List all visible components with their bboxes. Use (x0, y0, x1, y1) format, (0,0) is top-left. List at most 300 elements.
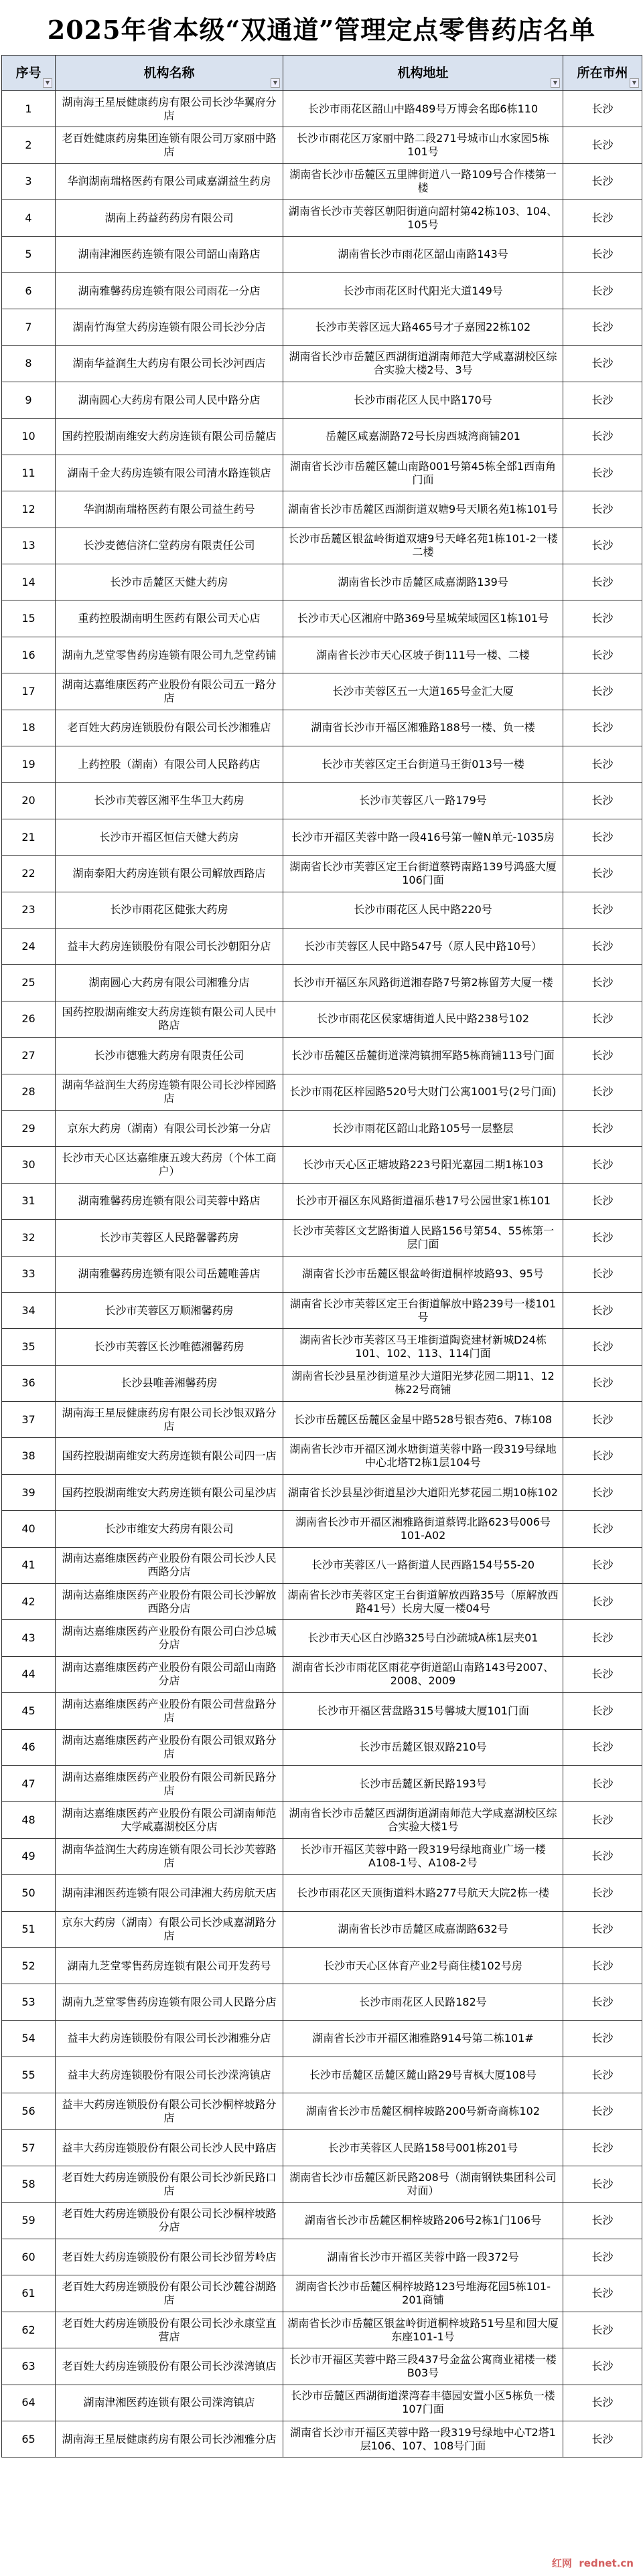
pharmacy-name: 益丰大药房连锁股份有限公司长沙人民中路店 (56, 2129, 283, 2166)
pharmacy-name: 长沙市芙蓉区长沙唯德湘馨药房 (56, 1329, 283, 1365)
row-number: 13 (2, 528, 56, 564)
row-number: 32 (2, 1220, 56, 1256)
pharmacy-address: 湖南省长沙市岳麓区银盆岭街道桐梓坡路93、95号 (283, 1256, 563, 1292)
city-name: 长沙 (563, 272, 642, 309)
row-number: 54 (2, 2020, 56, 2057)
pharmacy-name: 长沙市芙蓉区人民路馨馨药房 (56, 1220, 283, 1256)
row-number: 20 (2, 783, 56, 819)
pharmacy-name: 湖南海王星辰健康药房有限公司长沙银双路分店 (56, 1402, 283, 1438)
city-name: 长沙 (563, 91, 642, 127)
row-number: 11 (2, 455, 56, 491)
city-name: 长沙 (563, 1693, 642, 1729)
pharmacy-name: 国药控股湖南维安大药房连锁有限公司四一店 (56, 1438, 283, 1474)
table-row (2, 600, 642, 637)
row-number: 55 (2, 2057, 56, 2093)
table-row (2, 892, 642, 928)
pharmacy-name: 益丰大药房连锁股份有限公司长沙朝阳分店 (56, 928, 283, 964)
table-row (2, 1984, 642, 2020)
table-row (2, 236, 642, 272)
row-number: 47 (2, 1765, 56, 1801)
table-row (2, 1474, 642, 1510)
city-name: 长沙 (563, 1765, 642, 1801)
table-row (2, 1511, 642, 1547)
pharmacy-address: 湖南省长沙市芙蓉区马王堆街道陶瓷建材新城D24栋101、102、113、114门面 (283, 1329, 563, 1365)
row-number: 31 (2, 1183, 56, 1219)
header-city[interactable]: 所在市州 ▼ (563, 56, 642, 91)
table-row (2, 1802, 642, 1838)
city-name: 长沙 (563, 1474, 642, 1510)
pharmacy-address: 长沙市岳麓区西湖街道溁湾春丰德园安置小区5栋负一楼107门面 (283, 2385, 563, 2421)
filter-dropdown-icon[interactable]: ▼ (630, 78, 639, 88)
pharmacy-name: 湖南达嘉维康医药产业股份有限公司湖南师范大学咸嘉湖校区分店 (56, 1802, 283, 1838)
pharmacy-address: 长沙市芙蓉区定王台街道马王街013号一楼 (283, 746, 563, 783)
pharmacy-address: 湖南省长沙县星沙街道星沙大道阳光梦花园二期10栋102 (283, 1474, 563, 1510)
pharmacy-address: 长沙市雨花区侯家塘街道人民中路238号102 (283, 1001, 563, 1037)
pharmacy-address: 长沙市雨花区时代阳光大道149号 (283, 272, 563, 309)
pharmacy-name: 老百姓大药房连锁股份有限公司长沙桐梓坡路分店 (56, 2202, 283, 2239)
table-row (2, 783, 642, 819)
pharmacy-address: 长沙市雨花区韶山中路489号万博会名邸6栋110 (283, 91, 563, 127)
row-number: 33 (2, 1256, 56, 1292)
table-row (2, 418, 642, 455)
table-row (2, 1947, 642, 1984)
pharmacy-name: 湖南达嘉维康医药产业股份有限公司白沙总城分店 (56, 1620, 283, 1656)
table-row (2, 1147, 642, 1183)
city-name: 长沙 (563, 2020, 642, 2057)
city-name: 长沙 (563, 600, 642, 637)
city-name: 长沙 (563, 892, 642, 928)
pharmacy-address: 长沙市开福区芙蓉中路三段437号金盆公寓商业裙楼一楼B03号 (283, 2348, 563, 2385)
row-number: 16 (2, 637, 56, 673)
row-number: 18 (2, 710, 56, 746)
pharmacy-address: 长沙市岳麓区岳麓区麓山路29号青枫大厦108号 (283, 2057, 563, 2093)
city-name: 长沙 (563, 2093, 642, 2129)
row-number: 12 (2, 491, 56, 528)
filter-dropdown-icon[interactable]: ▼ (551, 78, 560, 88)
row-number: 58 (2, 2166, 56, 2202)
city-name: 长沙 (563, 2057, 642, 2093)
row-number: 41 (2, 1547, 56, 1583)
row-number: 10 (2, 418, 56, 455)
city-name: 长沙 (563, 1001, 642, 1037)
pharmacy-address: 湖南省长沙市岳麓区西湖街道湖南师范大学咸嘉湖校区综合实验大楼2号、3号 (283, 345, 563, 382)
pharmacy-address: 湖南省长沙市岳麓区桐梓坡路200号新奇商栋102 (283, 2093, 563, 2129)
pharmacy-name: 湖南达嘉维康医药产业股份有限公司新民路分店 (56, 1765, 283, 1801)
table-row (2, 382, 642, 418)
city-name: 长沙 (563, 746, 642, 783)
pharmacy-address: 长沙市芙蓉区文艺路街道人民路156号第54、55栋第一层门面 (283, 1220, 563, 1256)
pharmacy-name: 湖南达嘉维康医药产业股份有限公司银双路分店 (56, 1729, 283, 1765)
pharmacy-name: 湖南津湘医药连锁有限公司溁湾镇店 (56, 2385, 283, 2421)
city-name: 长沙 (563, 2129, 642, 2166)
table-row (2, 2093, 642, 2129)
table-row (2, 1620, 642, 1656)
table-row (2, 1838, 642, 1874)
row-number: 62 (2, 2312, 56, 2348)
city-name: 长沙 (563, 1511, 642, 1547)
table-row (2, 2421, 642, 2458)
pharmacy-name: 湖南达嘉维康医药产业股份有限公司韶山南路分店 (56, 1656, 283, 1692)
row-number: 43 (2, 1620, 56, 1656)
pharmacy-name: 国药控股湖南维安大药房连锁有限公司星沙店 (56, 1474, 283, 1510)
table-row (2, 2020, 642, 2057)
table-row (2, 1547, 642, 1583)
table-row (2, 1329, 642, 1365)
table-row (2, 710, 642, 746)
pharmacy-name: 老百姓大药房连锁股份有限公司长沙永康堂直营店 (56, 2312, 283, 2348)
city-name: 长沙 (563, 2385, 642, 2421)
city-name: 长沙 (563, 2275, 642, 2312)
pharmacy-address: 湖南省长沙市芙蓉区定王台街道解放西路35号（原解放西路41号）长房大厦一楼04号 (283, 1584, 563, 1620)
row-number: 48 (2, 1802, 56, 1838)
pharmacy-name: 湖南海王星辰健康药房有限公司长沙湘雅分店 (56, 2421, 283, 2458)
city-name: 长沙 (563, 673, 642, 710)
pharmacy-address: 长沙市雨花区天顶街道料木路277号航天大院2栋一楼 (283, 1875, 563, 1911)
city-name: 长沙 (563, 1984, 642, 2020)
table-row (2, 127, 642, 163)
city-name: 长沙 (563, 1584, 642, 1620)
row-number: 9 (2, 382, 56, 418)
table-row (2, 856, 642, 892)
table-row (2, 673, 642, 710)
pharmacy-address: 湖南省长沙市开福区湘雅路914号第二栋101# (283, 2020, 563, 2057)
city-name: 长沙 (563, 783, 642, 819)
row-number: 65 (2, 2421, 56, 2458)
city-name: 长沙 (563, 856, 642, 892)
city-name: 长沙 (563, 1183, 642, 1219)
city-name: 长沙 (563, 1220, 642, 1256)
pharmacy-name: 湖南千金大药房连锁有限公司清水路连锁店 (56, 455, 283, 491)
pharmacy-address: 长沙市岳麓区岳麓区金星中路528号银杏苑6、7栋108 (283, 1402, 563, 1438)
row-number: 52 (2, 1947, 56, 1984)
pharmacy-address: 湖南省长沙市开福区芙蓉中路一段319号绿地中心T2塔1层106、107、108号门面 (283, 2421, 563, 2458)
row-number: 21 (2, 819, 56, 855)
table-row (2, 2275, 642, 2312)
pharmacy-address: 长沙市岳麓区岳麓街道溁湾镇拥军路5栋商铺113号门面 (283, 1038, 563, 1074)
table-row (2, 91, 642, 127)
table-row (2, 2239, 642, 2275)
pharmacy-name: 老百姓大药房连锁股份有限公司长沙麓谷湖路店 (56, 2275, 283, 2312)
row-number: 51 (2, 1911, 56, 1947)
pharmacy-name: 湖南津湘医药连锁有限公司津湘大药房航天店 (56, 1875, 283, 1911)
pharmacy-address: 湖南省长沙县星沙街道星沙大道阳光梦花园二期11、12栋22号商铺 (283, 1365, 563, 1401)
pharmacy-address: 湖南省长沙市芙蓉区朝阳街道向韶村第42栋103、104、105号 (283, 200, 563, 236)
table-row (2, 1765, 642, 1801)
pharmacy-name: 重药控股湖南明生医药有限公司天心店 (56, 600, 283, 637)
pharmacy-address: 长沙市开福区营盘路315号馨城大厦101门面 (283, 1693, 563, 1729)
city-name: 长沙 (563, 928, 642, 964)
city-name: 长沙 (563, 528, 642, 564)
table-row (2, 1256, 642, 1292)
pharmacy-name: 京东大药房（湖南）有限公司长沙咸嘉湖路分店 (56, 1911, 283, 1947)
pharmacy-name: 老百姓大药房连锁股份有限公司长沙湘雅店 (56, 710, 283, 746)
row-number: 53 (2, 1984, 56, 2020)
table-row (2, 1110, 642, 1146)
filter-dropdown-icon[interactable]: ▼ (43, 78, 52, 88)
table-header-row (2, 56, 642, 91)
pharmacy-name: 老百姓大药房连锁股份有限公司长沙留芳岭店 (56, 2239, 283, 2275)
pharmacy-address: 湖南省长沙市芙蓉区定王台街道解放中路239号一楼101号 (283, 1292, 563, 1328)
city-name: 长沙 (563, 1438, 642, 1474)
city-name: 长沙 (563, 2348, 642, 2385)
row-number: 29 (2, 1110, 56, 1146)
pharmacy-name: 国药控股湖南维安大药房连锁有限公司岳麓店 (56, 418, 283, 455)
row-number: 24 (2, 928, 56, 964)
row-number: 36 (2, 1365, 56, 1401)
pharmacy-name: 湖南雅馨药房连锁有限公司芙蓉中路店 (56, 1183, 283, 1219)
pharmacy-name: 益丰大药房连锁股份有限公司长沙桐梓坡路分店 (56, 2093, 283, 2129)
row-number: 46 (2, 1729, 56, 1765)
table-row (2, 2166, 642, 2202)
pharmacy-address: 长沙市雨花区人民中路170号 (283, 382, 563, 418)
pharmacy-address: 湖南省长沙市岳麓区西湖街道湖南师范大学咸嘉湖校区综合实验大楼1号 (283, 1802, 563, 1838)
city-name: 长沙 (563, 1292, 642, 1328)
row-number: 57 (2, 2129, 56, 2166)
row-number: 42 (2, 1584, 56, 1620)
table-row (2, 928, 642, 964)
pharmacy-name: 湖南圆心大药房有限公司人民中路分店 (56, 382, 283, 418)
table-row (2, 491, 642, 528)
city-name: 长沙 (563, 1038, 642, 1074)
pharmacy-address: 湖南省长沙市天心区坡子街111号一楼、二楼 (283, 637, 563, 673)
pharmacy-address: 长沙市雨花区梓园路520号大财门公寓1001号(2号门面) (283, 1074, 563, 1110)
pharmacy-name: 长沙市开福区恒信天健大药房 (56, 819, 283, 855)
pharmacy-name: 湖南雅馨药房连锁有限公司雨花一分店 (56, 272, 283, 309)
table-row (2, 1038, 642, 1074)
row-number: 3 (2, 163, 56, 199)
pharmacy-address: 湖南省长沙市岳麓区咸嘉湖路632号 (283, 1911, 563, 1947)
pharmacy-address: 长沙市雨花区人民中路220号 (283, 892, 563, 928)
pharmacy-address: 长沙市雨花区韶山北路105号一层整层 (283, 1110, 563, 1146)
pharmacy-name: 湖南津湘医药连锁有限公司韶山南路店 (56, 236, 283, 272)
pharmacy-name: 长沙县唯善湘馨药房 (56, 1365, 283, 1401)
pharmacy-address: 湖南省长沙市岳麓区五里牌街道八一路109号合作楼第一楼 (283, 163, 563, 199)
pharmacy-name: 湖南九芝堂零售药房连锁有限公司人民路分店 (56, 1984, 283, 2020)
pharmacy-name: 湖南华益润生大药房连锁有限公司长沙芙蓉路店 (56, 1838, 283, 1874)
watermark-logo: 红网 rednet.cn (551, 2557, 634, 2569)
row-number: 40 (2, 1511, 56, 1547)
pharmacy-name: 湖南九芝堂零售药房连锁有限公司九芝堂药铺 (56, 637, 283, 673)
row-number: 44 (2, 1656, 56, 1692)
pharmacy-table (1, 55, 642, 2458)
pharmacy-address: 长沙市天心区湘府中路369号星城荣域园区1栋101号 (283, 600, 563, 637)
city-name: 长沙 (563, 1838, 642, 1874)
city-name: 长沙 (563, 965, 642, 1001)
pharmacy-address: 长沙市开福区芙蓉中路一段416号第一幢N单元-1035房 (283, 819, 563, 855)
city-name: 长沙 (563, 455, 642, 491)
pharmacy-address: 长沙市雨花区人民路182号 (283, 1984, 563, 2020)
city-name: 长沙 (563, 163, 642, 199)
pharmacy-name: 湖南雅馨药房连锁有限公司岳麓唯善店 (56, 1256, 283, 1292)
pharmacy-name: 华润湖南瑞格医药有限公司益生药号 (56, 491, 283, 528)
pharmacy-address: 长沙市芙蓉区人民路158号001栋201号 (283, 2129, 563, 2166)
pharmacy-name: 京东大药房（湖南）有限公司长沙第一分店 (56, 1110, 283, 1146)
row-number: 45 (2, 1693, 56, 1729)
pharmacy-address: 湖南省长沙市雨花区雨花亭街道韶山南路143号2007、2008、2009 (283, 1656, 563, 1692)
table-row (2, 528, 642, 564)
pharmacy-address: 长沙市开福区东风路街道福乐巷17号公园世家1栋101 (283, 1183, 563, 1219)
pharmacy-address: 湖南省长沙市开福区湘雅路街道蔡锷北路623号006号101-A02 (283, 1511, 563, 1547)
pharmacy-address: 长沙市芙蓉区人民中路547号（原人民中路10号） (283, 928, 563, 964)
pharmacy-name: 上药控股（湖南）有限公司人民路药店 (56, 746, 283, 783)
row-number: 2 (2, 127, 56, 163)
table-row (2, 564, 642, 600)
row-number: 49 (2, 1838, 56, 1874)
pharmacy-name: 长沙市维安大药房有限公司 (56, 1511, 283, 1547)
row-number: 64 (2, 2385, 56, 2421)
row-number: 61 (2, 2275, 56, 2312)
pharmacy-address: 湖南省长沙市开福区湘雅路188号一楼、负一楼 (283, 710, 563, 746)
pharmacy-address: 湖南省长沙市岳麓区麓山南路001号第45栋全部1西南角门面 (283, 455, 563, 491)
row-number: 15 (2, 600, 56, 637)
pharmacy-address: 湖南省长沙市岳麓区桐梓坡路206号2栋1门106号 (283, 2202, 563, 2239)
row-number: 22 (2, 856, 56, 892)
pharmacy-address: 长沙市天心区体育产业2号商住楼102号房 (283, 1947, 563, 1984)
table-row (2, 2312, 642, 2348)
pharmacy-name: 老百姓健康药房集团连锁有限公司万家丽中路店 (56, 127, 283, 163)
city-name: 长沙 (563, 1547, 642, 1583)
table-row (2, 2129, 642, 2166)
table-row (2, 272, 642, 309)
pharmacy-name: 湖南达嘉维康医药产业股份有限公司营盘路分店 (56, 1693, 283, 1729)
row-number: 27 (2, 1038, 56, 1074)
header-addr[interactable]: 机构地址 ▼ (283, 56, 563, 91)
table-row (2, 965, 642, 1001)
pharmacy-address: 长沙市天心区白沙路325号白沙疏城A栋1层夹01 (283, 1620, 563, 1656)
table-row (2, 1584, 642, 1620)
city-name: 长沙 (563, 1656, 642, 1692)
city-name: 长沙 (563, 1947, 642, 1984)
city-name: 长沙 (563, 2166, 642, 2202)
city-name: 长沙 (563, 710, 642, 746)
document-title: 2025年省本级“双通道”管理定点零售药店名单 (47, 14, 596, 45)
pharmacy-name: 华润湖南瑞格医药有限公司咸嘉湖益生药房 (56, 163, 283, 199)
city-name: 长沙 (563, 1911, 642, 1947)
table-row (2, 455, 642, 491)
city-name: 长沙 (563, 1147, 642, 1183)
row-number: 6 (2, 272, 56, 309)
table-row (2, 1729, 642, 1765)
city-name: 长沙 (563, 564, 642, 600)
pharmacy-name: 湖南华益润生大药房有限公司长沙河西店 (56, 345, 283, 382)
city-name: 长沙 (563, 200, 642, 236)
pharmacy-name: 老百姓大药房连锁股份有限公司长沙新民路口店 (56, 2166, 283, 2202)
row-number: 25 (2, 965, 56, 1001)
row-number: 30 (2, 1147, 56, 1183)
pharmacy-name: 湖南九芝堂零售药房连锁有限公司开发药号 (56, 1947, 283, 1984)
pharmacy-address: 长沙市岳麓区银盆岭街道双塘9号天峰名苑1栋101-2一楼二楼 (283, 528, 563, 564)
row-number: 59 (2, 2202, 56, 2239)
pharmacy-name: 湖南达嘉维康医药产业股份有限公司长沙人民西路分店 (56, 1547, 283, 1583)
pharmacy-address: 长沙市雨花区万家丽中路二段271号城市山水家园5栋101号 (283, 127, 563, 163)
filter-dropdown-icon[interactable]: ▼ (271, 78, 280, 88)
city-name: 长沙 (563, 2202, 642, 2239)
pharmacy-address: 湖南省长沙市岳麓区西湖街道双塘9号天顺名苑1栋101号 (283, 491, 563, 528)
pharmacy-address: 长沙市天心区正塘坡路223号阳光嘉园二期1栋103 (283, 1147, 563, 1183)
header-seq[interactable]: 序号 ▼ (2, 56, 56, 91)
table-row (2, 1183, 642, 1219)
pharmacy-address: 长沙市开福区芙蓉中路一段319号绿地商业广场一楼A108-1号、A108-2号 (283, 1838, 563, 1874)
row-number: 19 (2, 746, 56, 783)
pharmacy-name: 长沙市芙蓉区湘平生华卫大药房 (56, 783, 283, 819)
pharmacy-address: 湖南省长沙市雨花区韶山南路143号 (283, 236, 563, 272)
pharmacy-name: 湖南竹海堂大药房连锁有限公司长沙分店 (56, 309, 283, 345)
pharmacy-address: 湖南省长沙市岳麓区银盆岭街道桐梓坡路51号星和园大厦东座101-1号 (283, 2312, 563, 2348)
pharmacy-address: 湖南省长沙市开福区芙蓉中路一段372号 (283, 2239, 563, 2275)
table-row (2, 1220, 642, 1256)
header-name[interactable]: 机构名称 ▼ (56, 56, 283, 91)
city-name: 长沙 (563, 1110, 642, 1146)
table-row (2, 2202, 642, 2239)
city-name: 长沙 (563, 1402, 642, 1438)
city-name: 长沙 (563, 2312, 642, 2348)
row-number: 63 (2, 2348, 56, 2385)
table-row (2, 2385, 642, 2421)
pharmacy-name: 湖南华益润生大药房连锁有限公司长沙梓园路店 (56, 1074, 283, 1110)
table-row (2, 637, 642, 673)
table-row (2, 1438, 642, 1474)
pharmacy-name: 益丰大药房连锁股份有限公司长沙湘雅分店 (56, 2020, 283, 2057)
city-name: 长沙 (563, 1365, 642, 1401)
pharmacy-name: 湖南海王星辰健康药房有限公司长沙华翼府分店 (56, 91, 283, 127)
pharmacy-address: 岳麓区咸嘉湖路72号长房西城湾商铺201 (283, 418, 563, 455)
pharmacy-name: 长沙市芙蓉区万顺湘馨药房 (56, 1292, 283, 1328)
pharmacy-address: 湖南省长沙市开福区浏水塘街道芙蓉中路一段319号绿地中心北塔T2栋1层104号 (283, 1438, 563, 1474)
city-name: 长沙 (563, 819, 642, 855)
city-name: 长沙 (563, 382, 642, 418)
table-row (2, 2057, 642, 2093)
row-number: 28 (2, 1074, 56, 1110)
pharmacy-address: 湖南省长沙市岳麓区新民路208号（湖南钢铁集团科公司对面） (283, 2166, 563, 2202)
table-row (2, 1292, 642, 1328)
city-name: 长沙 (563, 345, 642, 382)
pharmacy-address: 长沙市芙蓉区远大路465号才子嘉园22栋102 (283, 309, 563, 345)
row-number: 38 (2, 1438, 56, 1474)
table-row (2, 1074, 642, 1110)
pharmacy-name: 长沙麦德信济仁堂药房有限责任公司 (56, 528, 283, 564)
city-name: 长沙 (563, 1729, 642, 1765)
city-name: 长沙 (563, 127, 642, 163)
pharmacy-name: 长沙市雨花区健张大药房 (56, 892, 283, 928)
city-name: 长沙 (563, 1802, 642, 1838)
row-number: 17 (2, 673, 56, 710)
table-row (2, 2348, 642, 2385)
pharmacy-name: 长沙市天心区达嘉维康五竣大药房（个体工商户） (56, 1147, 283, 1183)
pharmacy-name: 长沙市岳麓区天健大药房 (56, 564, 283, 600)
city-name: 长沙 (563, 1620, 642, 1656)
pharmacy-address: 长沙市芙蓉区八一路179号 (283, 783, 563, 819)
city-name: 长沙 (563, 1256, 642, 1292)
city-name: 长沙 (563, 1329, 642, 1365)
pharmacy-name: 长沙市德雅大药房有限责任公司 (56, 1038, 283, 1074)
table-row (2, 819, 642, 855)
row-number: 5 (2, 236, 56, 272)
table-row (2, 1001, 642, 1037)
pharmacy-name: 国药控股湖南维安大药房连锁有限公司人民中路店 (56, 1001, 283, 1037)
pharmacy-address: 湖南省长沙市芙蓉区定王台街道蔡锷南路139号鸿盛大厦106门面 (283, 856, 563, 892)
city-name: 长沙 (563, 637, 642, 673)
pharmacy-address: 长沙市岳麓区新民路193号 (283, 1765, 563, 1801)
pharmacy-address: 长沙市芙蓉区八一路街道人民西路154号55-20 (283, 1547, 563, 1583)
pharmacy-address: 湖南省长沙市岳麓区桐梓坡路123号堆海花园5栋101-201商铺 (283, 2275, 563, 2312)
pharmacy-name: 湖南达嘉维康医药产业股份有限公司五一路分店 (56, 673, 283, 710)
row-number: 4 (2, 200, 56, 236)
row-number: 60 (2, 2239, 56, 2275)
table-row (2, 1365, 642, 1401)
city-name: 长沙 (563, 1875, 642, 1911)
row-number: 35 (2, 1329, 56, 1365)
city-name: 长沙 (563, 418, 642, 455)
